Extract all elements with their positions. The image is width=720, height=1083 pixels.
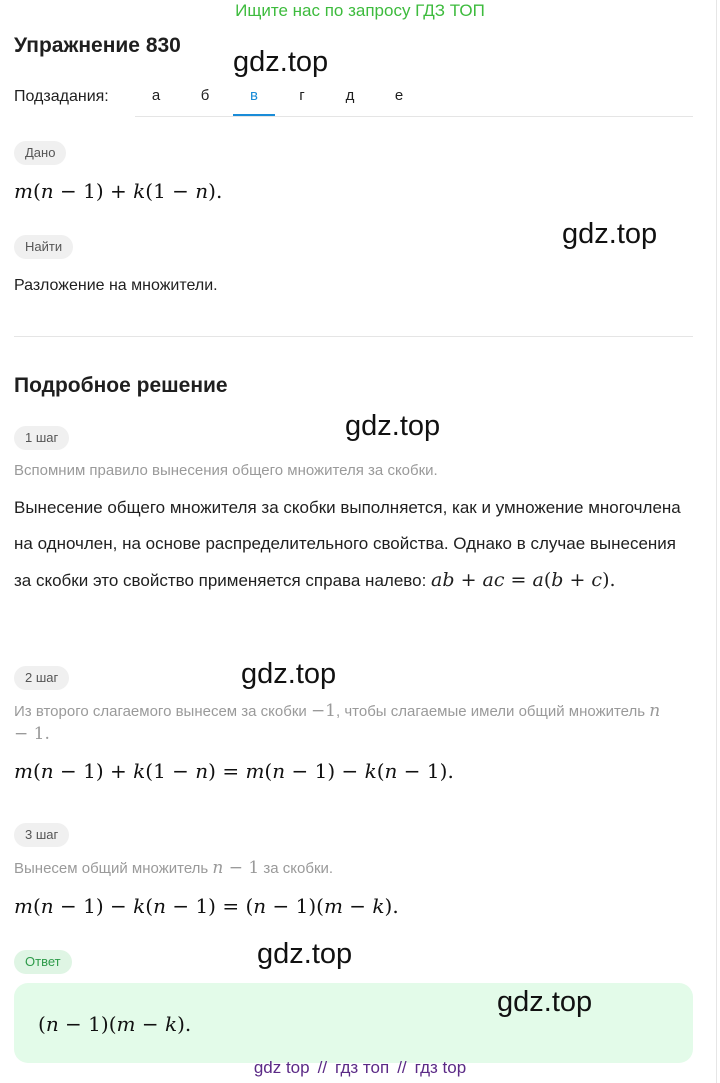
step-3-expression: m(n − 1) − k(n − 1) = (n − 1)(m − k). <box>14 894 399 918</box>
subtasks-label: Подзадания: <box>14 88 109 105</box>
find-badge: Найти <box>14 235 73 259</box>
footer-link-gdz-top[interactable]: gdz top <box>253 1058 310 1077</box>
step-2-hint-after: , чтобы слагаемые имели общий множитель <box>336 703 646 720</box>
given-badge: Дано <box>14 141 66 165</box>
footer-link-gdz-top-mixed[interactable]: гдз top <box>414 1058 467 1077</box>
answer-badge: Ответ <box>14 950 72 974</box>
page-title: Упражнение 830 <box>14 34 181 57</box>
step-2-hint-before: Из второго слагаемого вынесем за скобки <box>14 703 307 720</box>
tab-subtask-v[interactable]: в <box>233 78 275 116</box>
step-3-hint-factor: n − 1 <box>212 858 260 878</box>
watermark: gdz.top <box>345 410 441 442</box>
step-1-hint: Вспомним правило вынесения общего множителя за скобки. <box>14 462 438 479</box>
footer-links <box>0 1058 720 1078</box>
step-3-hint-before: Вынесем общий множитель <box>14 860 209 877</box>
step-2-hint <box>14 700 674 746</box>
given-expression: m(n − 1) + k(1 − n). <box>14 179 223 203</box>
step-3-hint-after: за скобки. <box>263 860 334 877</box>
footer-separator: // <box>397 1058 407 1077</box>
footer-separator: // <box>317 1058 328 1077</box>
tab-subtask-b[interactable]: б <box>200 87 210 104</box>
solution-title: Подробное решение <box>14 374 228 397</box>
watermark: gdz.top <box>497 986 593 1018</box>
step-1-formula: ab + ac = a(b + c). <box>431 569 616 591</box>
tab-subtask-d[interactable]: д <box>345 87 355 104</box>
footer-link-gdz-top-ru[interactable]: гдз топ <box>335 1058 390 1077</box>
watermark: gdz.top <box>562 218 658 250</box>
step-3-hint <box>14 857 674 880</box>
answer-expression: (n − 1)(m − k). <box>38 1012 192 1036</box>
step-2-badge: 2 шаг <box>14 666 69 690</box>
promo-banner[interactable]: Ищите нас по запросу ГДЗ ТОП <box>235 1 485 20</box>
watermark: gdz.top <box>241 658 337 690</box>
section-divider <box>14 336 693 337</box>
step-1-body-text: Вынесение общего множителя за скобки выполняется, как и умножение многочлена на одночлен, на основе распределительного свойства. Однако в случае вынесения за скобки это свойство применяется справа налево: <box>14 498 681 590</box>
step-3-badge: 3 шаг <box>14 823 69 847</box>
step-1-badge: 1 шаг <box>14 426 69 450</box>
tab-subtask-g[interactable]: г <box>299 87 305 104</box>
step-2-hint-factor: n − 1. <box>14 701 661 744</box>
page-right-border <box>716 0 717 1083</box>
step-2-hint-value: −1 <box>310 701 336 721</box>
find-text: Разложение на множители. <box>14 277 218 294</box>
subtask-tabs <box>135 78 693 117</box>
tab-subtask-a[interactable]: а <box>151 87 161 104</box>
tab-subtask-e[interactable]: е <box>394 87 404 104</box>
watermark: gdz.top <box>257 938 353 970</box>
watermark: gdz.top <box>233 46 329 78</box>
step-1-body <box>14 490 686 599</box>
step-2-expression: m(n − 1) + k(1 − n) = m(n − 1) − k(n − 1). <box>14 759 454 783</box>
